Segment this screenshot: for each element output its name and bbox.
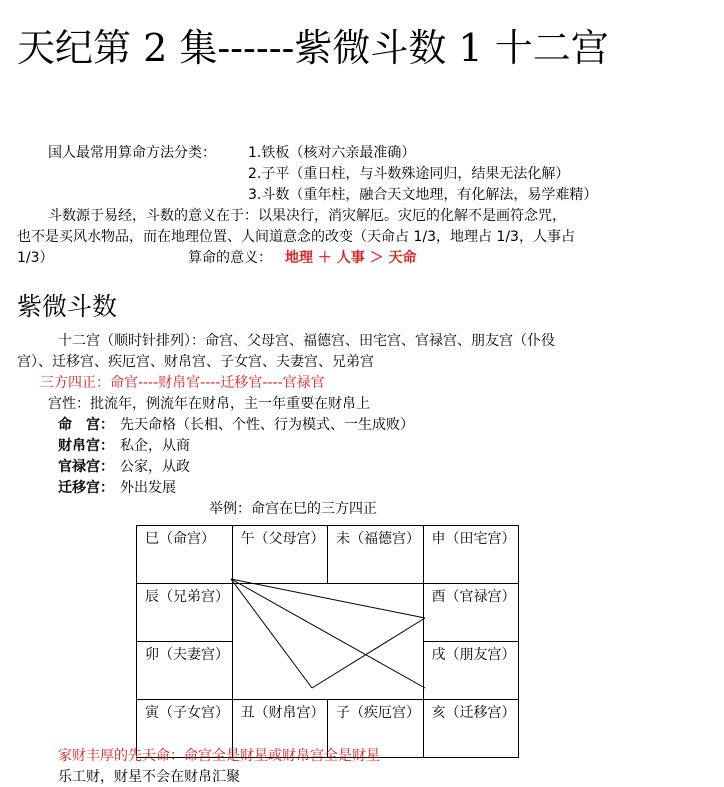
palace-xu: 戌（朋友宫） — [423, 642, 519, 700]
intro-para-line2: 也不是买风水物品，而在地理位置、人间道意念的改变（天命占 1/3，地理占 1/3，人事占 — [17, 229, 575, 245]
method-tieban: 1.铁板（核对六亲最准确） — [248, 145, 416, 161]
palace-chou: 丑（财帛宫） — [232, 700, 328, 758]
def-desc-caibo: 私企，从商 — [120, 438, 190, 454]
rich-fate-line: 家财丰厚的先天命：命宫全是财星或财帛宫全是财星 — [58, 748, 380, 764]
palace-you: 酉（官禄宫） — [423, 584, 519, 642]
palace-hai: 亥（迁移宫） — [423, 700, 519, 758]
example-caption: 举例：命宫在巳的三方四正 — [209, 501, 377, 517]
methods-label: 国人最常用算命方法分类： — [48, 145, 216, 161]
palace-chen: 辰（兄弟宫） — [137, 584, 233, 642]
palace-si: 巳（命宫） — [137, 526, 233, 584]
palace-zi: 子（疾厄宫） — [328, 700, 424, 758]
def-desc-qianyi: 外出发展 — [120, 480, 176, 496]
gongxing-line: 宫性：批流年，例流年在财帛，主一年重要在财帛上 — [48, 396, 370, 412]
page-title: 天纪第 2 集------紫微斗数 1 十二宫 — [17, 26, 609, 70]
meaning-label: 算命的意义： — [188, 250, 272, 266]
palaces-line1: 十二宫（顺时针排列）：命宫、父母宫、福德宫、田宅宫、官禄宫、朋友宫（仆役 — [58, 333, 555, 349]
def-term-guanlu: 官禄宫： — [58, 459, 114, 475]
palaces-line2: 宫）、迁移宫、疾厄宫、财帛宫、子女宫、夫妻宫、兄弟宫 — [17, 354, 374, 370]
palace-wei: 未（福德宫） — [328, 526, 424, 584]
intro-para-line3: 1/3） — [17, 250, 54, 266]
method-ziping: 2.子平（重日柱，与斗数殊途同归，结果无法化解） — [248, 166, 570, 182]
def-term-caibo: 财帛宫： — [58, 438, 114, 454]
def-term-ming: 命 宫： — [58, 417, 114, 433]
intro-para-line1: 斗数源于易经，斗数的意义在于：以果决行，消灾解厄。灾厄的化解不是画符念咒， — [48, 208, 566, 224]
palace-center — [232, 584, 423, 700]
palace-shen: 申（田宅宫） — [423, 526, 519, 584]
palace-wu: 午（父母宫） — [232, 526, 328, 584]
def-desc-guanlu: 公家，从政 — [120, 459, 190, 475]
palace-mao: 卯（夫妻宫） — [137, 642, 233, 700]
section-heading: 紫微斗数 — [17, 292, 118, 321]
meaning-formula: 地理 ＋ 人事 ＞ 天命 — [285, 250, 417, 266]
palace-chart — [136, 525, 519, 739]
method-doushu: 3.斗数（重年柱，融合天文地理，有化解法，易学难精） — [248, 187, 598, 203]
sanfang-sizheng: 三方四正：命官----财帛官----迁移官----官禄官 — [40, 375, 325, 391]
partial-line: 乐工财，财星不会在财帛汇聚 — [58, 769, 240, 785]
palace-yin: 寅（子女宫） — [137, 700, 233, 758]
def-desc-ming: 先天命格（长相、个性、行为模式、一生成败） — [120, 417, 414, 433]
def-term-qianyi: 迁移宫： — [58, 480, 114, 496]
